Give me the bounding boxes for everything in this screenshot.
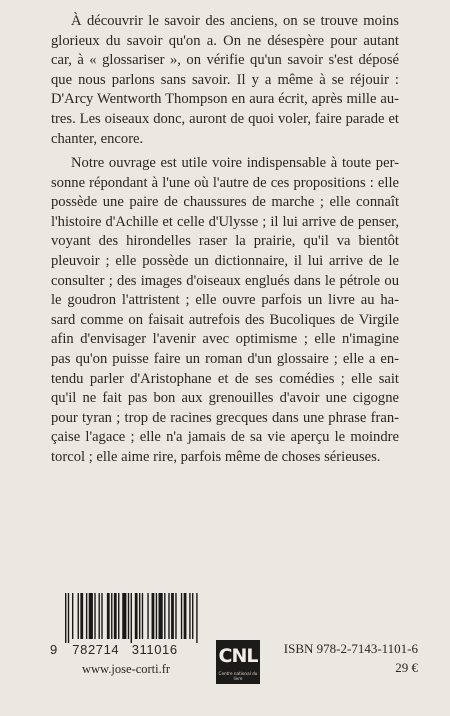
barcode-bar	[156, 593, 157, 639]
text-line: tendu parler d'Aristophane et de ses comédies ; elle sait	[51, 370, 399, 387]
barcode-bar	[184, 593, 187, 639]
barcode-bar	[68, 593, 69, 643]
barcode-bar	[189, 593, 190, 639]
cnl-logo-text: CNL	[218, 645, 258, 667]
publisher-website: www.jose-corti.fr	[82, 662, 171, 676]
barcode-bar	[65, 593, 66, 643]
text-line: le goudron l'attristent ; elle ouvre parfois un livre au ha-	[51, 292, 399, 309]
barcode-group-2: 311016	[131, 642, 178, 657]
text-line: pour tyran ; trop de racines grecques dans une phrase fran-	[51, 409, 399, 426]
text-line: À découvrir le savoir des anciens, on se trouve moins	[71, 13, 399, 29]
barcode-bar	[175, 593, 176, 639]
barcode-bar	[147, 593, 148, 639]
text-line: D'Arcy Wentworth Thompson en aura écrit, après mille au-	[51, 91, 399, 108]
barcode-bar	[135, 593, 138, 639]
barcode-bar	[94, 593, 95, 639]
price: 29 €	[395, 660, 418, 675]
barcode-bar	[89, 593, 93, 639]
barcode-bar	[168, 593, 169, 639]
text-line: que nous parlons sans savoir. Il y a même à se réjouir :	[51, 71, 399, 88]
text-line: Notre ouvrage est utile voire indispensable à toute per-	[71, 155, 399, 171]
cnl-logo	[216, 640, 260, 684]
text-line: car, à « glossariser », on vérifie qu'un savoir s'est déposé	[51, 52, 399, 69]
text-line: torcol ; elle aime rire, parfois même de choses sérieuses.	[51, 448, 381, 465]
barcode-bar	[114, 593, 117, 639]
barcode-bar	[122, 593, 126, 639]
isbn-number: ISBN 978-2-7143-1101-6	[283, 641, 418, 656]
text-line: possède une paire de chaussures de marche ; elle connaît	[51, 194, 399, 211]
text-line: l'histoire d'Achille et celle d'Ulysse ; il lui arrive de penser,	[51, 213, 399, 230]
text-line: çaise l'agace ; elle n'a jamais de sa vie aperçu le moindre	[51, 429, 399, 446]
barcode-digits	[50, 642, 205, 657]
barcode-bar	[196, 593, 197, 643]
text-line: consulter ; des images d'oiseaux englués dans le pétrole ou	[51, 272, 399, 289]
barcode-bar	[99, 593, 100, 639]
barcode-bar	[107, 593, 110, 639]
barcode-bar	[142, 593, 143, 639]
barcode-bar	[86, 593, 87, 639]
barcode-bar	[80, 593, 83, 639]
text-line: voyant des hirondelles raser la prairie, qu'il va bientôt	[51, 233, 399, 250]
barcode-group-1: 782714	[72, 642, 120, 657]
text-line: qu'il ne fait pas bon aux grenouilles d'avoir une cigogne	[51, 390, 399, 407]
barcode-bar	[118, 593, 119, 639]
blurb-paragraph-1	[51, 12, 399, 149]
barcode-bar	[128, 593, 129, 639]
barcode-bar	[111, 593, 112, 639]
text-line: sonne répondant à l'une où l'autre de ces propositions : elle	[51, 174, 399, 191]
barcode-bar	[101, 593, 102, 639]
barcode-bar	[72, 593, 73, 639]
barcode	[65, 593, 199, 643]
barcode-bar	[181, 593, 182, 639]
barcode-bar	[152, 593, 155, 639]
text-line: sard comme on faisait autrefois des Bucoliques de Virgile	[51, 311, 399, 328]
text-line: pas qu'on puisse faire un roman d'un glossaire ; elle a en-	[51, 350, 399, 367]
barcode-bar	[78, 593, 79, 639]
barcode-lead-digit: 9	[50, 642, 58, 657]
text-line: chanter, encore.	[51, 130, 144, 147]
text-line: tres. Les oiseaux donc, auront de quoi voler, faire parade et	[51, 110, 399, 127]
cnl-logo-subtitle: Centre national du livre	[218, 671, 258, 681]
barcode-bar	[164, 593, 165, 639]
barcode-bar	[139, 593, 140, 639]
barcode-bar	[171, 593, 174, 639]
barcode-bar	[192, 593, 193, 639]
barcode-bar	[159, 593, 163, 639]
text-line: glorieux du savoir qu'on a. On ne désespère pour autant	[51, 32, 399, 49]
text-line: afin d'envisager l'avenir avec optimisme ; elle n'imagine	[51, 331, 399, 348]
barcode-bar	[131, 593, 132, 643]
blurb-paragraph-2	[51, 154, 399, 468]
text-line: pleuvoir ; elle possède un dictionnaire, il lui arrive de le	[51, 252, 399, 269]
